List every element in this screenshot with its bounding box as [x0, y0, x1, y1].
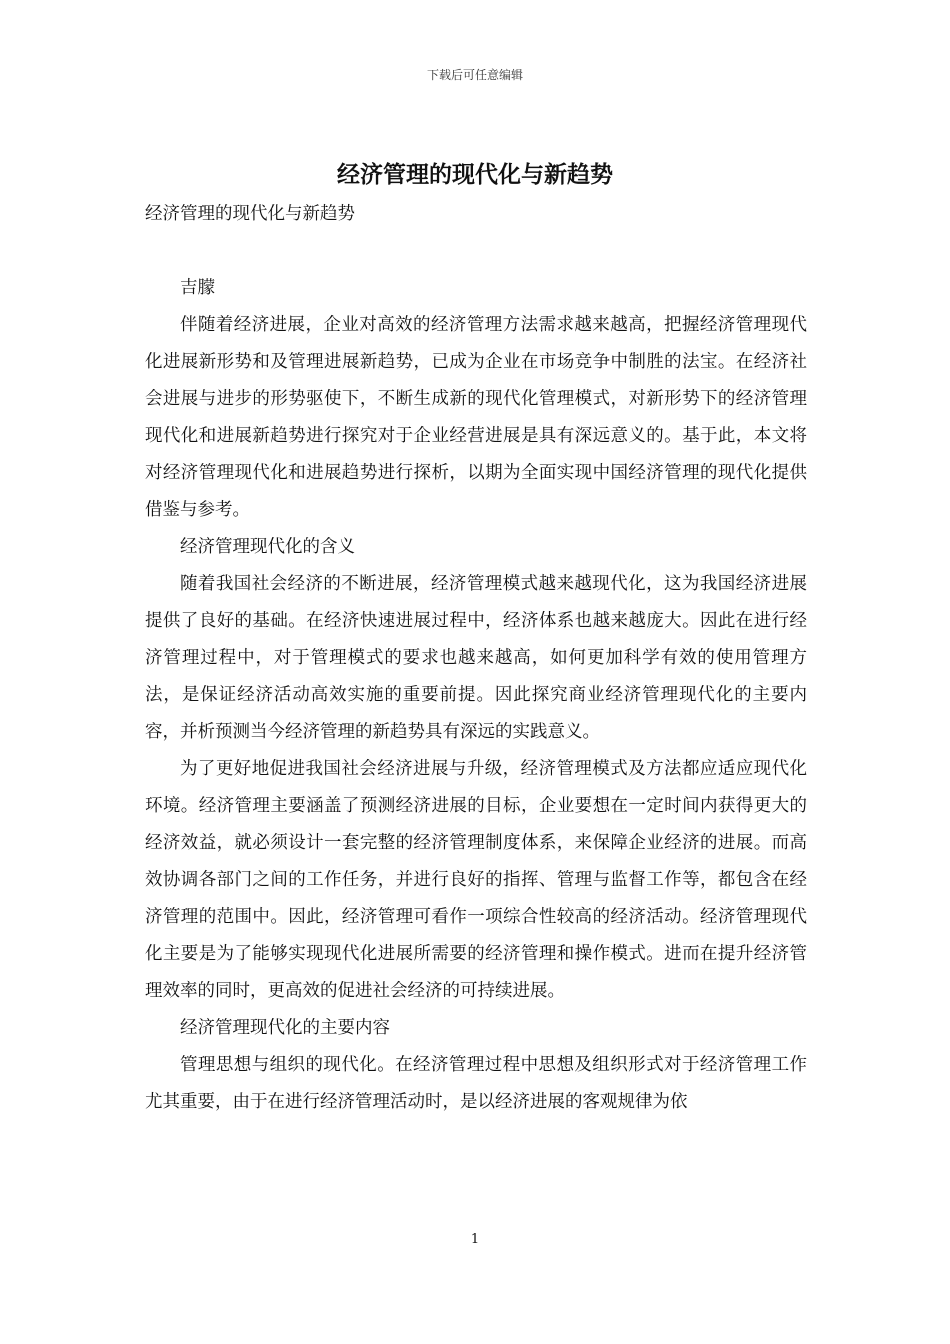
page-number: 1 [470, 1232, 480, 1247]
author-name: 吉朦 [180, 278, 215, 298]
page-header: 下载后可任意编辑 [426, 68, 523, 82]
section-heading: 经济管理现代化的含义 [180, 537, 355, 557]
document-subtitle: 经济管理的现代化与新趋势 [145, 204, 355, 224]
body-paragraph: 为了更好地促进我国社会经济进展与升级，经济管理模式及方法都应适应现代化环境。经济管理主要涵盖了预测经济进展的目标，企业要想在一定时间内获得更大的经济效益，就必须设计一套完整的经济管理制度体系，来保障企业经济的进展。而高效协调各部门之间的工作任务，并进行良好的指挥、管理与监督工作等，都包含在经济管理的范围中。因此，经济管理可看作一项综合性较高的经济活动。经济管理现代化主要是为了能够实现现代化进展所需要的经济管理和操作模式。进而在提升经济管理效率的同时，更高效的促进社会经济的可持续进展。 [145, 759, 807, 1001]
body-paragraph: 随着我国社会经济的不断进展，经济管理模式越来越现代化，这为我国经济进展提供了良好的基础。在经济快速进展过程中，经济体系也越来越庞大。因此在进行经济管理过程中，对于管理模式的要求也越来越高，如何更加科学有效的使用管理方法，是保证经济活动高效实施的重要前提。因此探究商业经济管理现代化的主要内容，并析预测当今经济管理的新趋势具有深远的实践意义。 [145, 574, 807, 742]
blank-line [145, 233, 807, 270]
document-title: 经济管理的现代化与新趋势 [337, 161, 613, 188]
document-body [145, 196, 807, 1121]
body-paragraph: 伴随着经济进展，企业对高效的经济管理方法需求越来越高，把握经济管理现代化进展新形势和及管理进展新趋势，已成为企业在市场竞争中制胜的法宝。在经济社会进展与进步的形势驱使下，不断生成新的现代化管理模式，对新形势下的经济管理现代化和进展新趋势进行探究对于企业经营进展是具有深远意义的。基于此，本文将对经济管理现代化和进展趋势进行探析，以期为全面实现中国经济管理的现代化提供借鉴与参考。 [145, 315, 807, 520]
body-paragraph: 管理思想与组织的现代化。在经济管理过程中思想及组织形式对于经济管理工作尤其重要，由于在进行经济管理活动时，是以经济进展的客观规律为依 [145, 1055, 807, 1112]
section-heading: 经济管理现代化的主要内容 [180, 1018, 390, 1038]
